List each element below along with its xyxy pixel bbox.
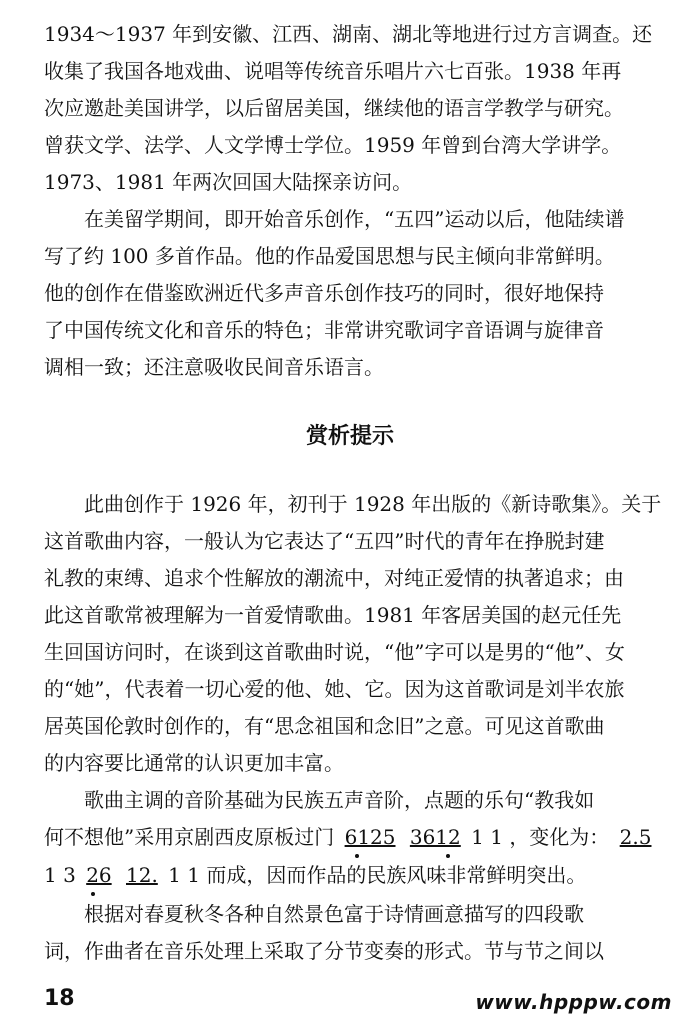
notation-digits: 26 bbox=[86, 863, 112, 887]
body-text-line: 生回国访问时，在谈到这首歌曲时说，“他”字可以是男的“他”、女 bbox=[44, 640, 625, 664]
body-text-line: 此这首歌常被理解为一首爱情歌曲。1981 年客居美国的赵元任先 bbox=[44, 603, 622, 627]
body-text-line: 曾获文学、法学、人文学博士学位。1959 年曾到台湾大学讲学。 bbox=[44, 133, 622, 157]
body-text-line: 写了约 100 多首作品。他的作品爱国思想与民主倾向非常鲜明。 bbox=[44, 244, 615, 268]
music-notation bbox=[86, 861, 111, 889]
notation-digits: 3612 bbox=[409, 825, 461, 849]
music-notation bbox=[620, 823, 652, 851]
body-text-line: 了中国传统文化和音乐的特色；非常讲究歌词字音语调与旋律音 bbox=[44, 318, 604, 342]
notation-digits: 3 bbox=[63, 863, 76, 887]
body-text-line: 的内容要比通常的认识更加丰富。 bbox=[44, 751, 344, 775]
body-text-line: 礼教的束缚、追求个性解放的潮流中，对纯正爱情的执著追求；由 bbox=[44, 566, 624, 590]
body-text-line: 的“她”，代表着一切心爱的他、她、它。因为这首歌词是刘半农旅 bbox=[44, 677, 625, 701]
body-text-line-with-notation bbox=[44, 823, 655, 853]
music-notation bbox=[126, 861, 158, 889]
notation-digits: 1 bbox=[471, 825, 484, 849]
body-text-line: 居英国伦敦时创作的，有“思念祖国和念旧”之意。可见这首歌曲 bbox=[44, 714, 605, 738]
body-text-line: 在美留学期间，即开始音乐创作，“五四”运动以后，他陆续谱 bbox=[84, 207, 625, 231]
notation-digits: 1 bbox=[490, 825, 503, 849]
body-text-line: 这首歌曲内容，一般认为它表达了“五四”时代的青年在挣脱封建 bbox=[44, 529, 605, 553]
music-notation bbox=[410, 823, 461, 851]
notation-digits: 1 bbox=[44, 863, 57, 887]
page-number: 18 bbox=[44, 986, 75, 1011]
notation-digits: 1 bbox=[168, 863, 181, 887]
watermark-url: www.hpppw.com bbox=[475, 990, 672, 1014]
body-text-line: 他的创作在借鉴欧洲近代多声音乐创作技巧的同时，很好地保持 bbox=[44, 281, 604, 305]
music-notation bbox=[345, 823, 396, 851]
notation-digits: 1 bbox=[187, 863, 200, 887]
octave-dot bbox=[446, 854, 450, 858]
body-text-line: 1973、1981 年两次回国大陆探亲访问。 bbox=[44, 170, 413, 194]
octave-dot bbox=[91, 892, 95, 896]
body-text-line-with-notation bbox=[44, 861, 586, 891]
body-text-line: 收集了我国各地戏曲、说唱等传统音乐唱片六七百张。1938 年再 bbox=[44, 59, 622, 83]
body-text-segment: 何不想他”采用京剧西皮原板过门 bbox=[44, 825, 335, 849]
body-text-line: 1934～1937 年到安徽、江西、湖南、湖北等地进行过方言调查。还 bbox=[44, 22, 653, 46]
body-text-line: 词，作曲者在音乐处理上采取了分节变奏的形式。节与节之间以 bbox=[44, 939, 604, 963]
body-text-segment: 而成，因而作品的民族风味非常鲜明突出。 bbox=[206, 863, 587, 887]
body-text-line: 根据对春夏秋冬各种自然景色富于诗情画意描写的四段歌 bbox=[84, 902, 584, 926]
notation-digits: 2.5 bbox=[619, 825, 652, 849]
body-text-segment: ，变化为： bbox=[509, 825, 610, 849]
section-heading: 赏析提示 bbox=[305, 424, 394, 449]
body-text-line: 次应邀赴美国讲学，以后留居美国，继续他的语言学教学与研究。 bbox=[44, 96, 624, 120]
body-text-line: 此曲创作于 1926 年，初刊于 1928 年出版的《新诗歌集》。关于 bbox=[84, 492, 662, 516]
notation-digits: 12. bbox=[126, 863, 158, 887]
notation-digits: 6125 bbox=[344, 825, 396, 849]
octave-dot bbox=[355, 854, 359, 858]
body-text-line: 歌曲主调的音阶基础为民族五声音阶，点题的乐句“教我如 bbox=[84, 788, 595, 812]
body-text-line: 调相一致；还注意吸收民间音乐语言。 bbox=[44, 355, 384, 379]
